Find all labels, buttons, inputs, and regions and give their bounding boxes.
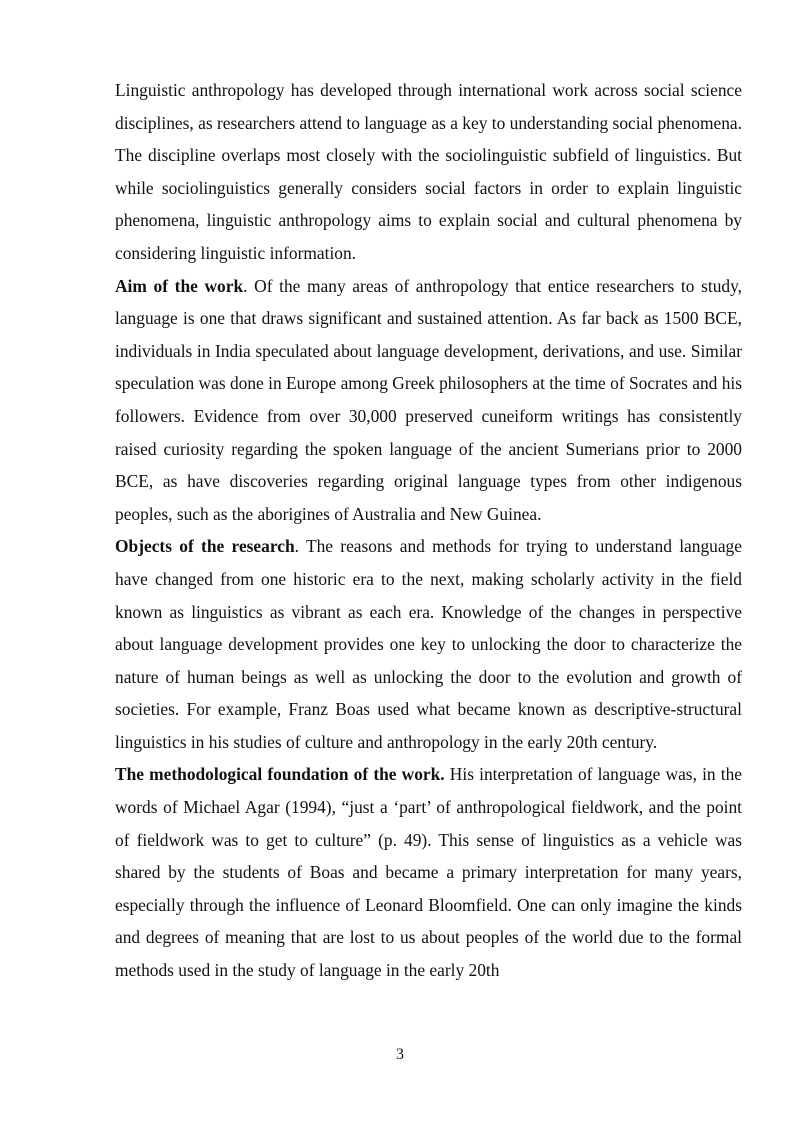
page-number: 3 <box>396 1046 404 1063</box>
paragraph-aim-text: . Of the many areas of anthropology that entice researchers to study, language is one that draws significant and sustained attention. As far back as 1500 BCE, individuals in India speculated about language development, derivations, and use. Similar speculation was done in Europe among Greek philosophers at the time of Socrates and his followers. Evidence from over 30,000 preserved cuneiform writings has consistently raised curiosity regarding the spoken language of the ancient Sumerians prior to 2000 BCE, as have discoveries regarding original language types from other indigenous peoples, such as the aborigines of Australia and New Guinea. <box>115 275 742 524</box>
heading-objects-of-the-research: Objects of the research <box>115 536 295 557</box>
paragraph-methodological-text: His interpretation of language was, in the words of Michael Agar (1994), “just a ‘part’ of anthropological fieldwork, and the point of fieldwork was to get to culture” (p. 49). This sense of linguistics as a vehicle was shared by the students of Boas and became a primary interpretation for many years, especially through the influence of Leonard Bloomfield. One can only imagine the kinds and degrees of meaning that are lost to us about peoples of the world due to the formal methods used in the study of language in the early 20th <box>115 764 742 981</box>
paragraph-objects-of-the-research <box>115 530 742 758</box>
paragraph-intro <box>115 74 742 270</box>
heading-methodological-foundation: The methodological foundation of the work. <box>115 764 445 785</box>
paragraph-aim-of-the-work <box>115 270 742 531</box>
body-text <box>115 74 742 987</box>
paragraph-methodological-foundation <box>115 758 742 986</box>
paragraph-intro-text: Linguistic anthropology has developed through international work across social science disciplines, as researchers attend to language as a key to understanding social phenomena. The discipline overlaps most closely with the sociolinguistic subfield of linguistics. But while sociolinguistics generally considers social factors in order to explain linguistic phenomena, linguistic anthropology aims to explain social and cultural phenomena by considering linguistic information. <box>115 80 742 263</box>
heading-aim-of-the-work: Aim of the work <box>115 275 244 296</box>
paragraph-objects-text: . The reasons and methods for trying to understand language have changed from one historic era to the next, making scholarly activity in the field known as linguistics as vibrant as each era. Knowledge of the changes in perspective about language development provides one key to unlocking the door to characterize the nature of human beings as well as unlocking the door to the evolution and growth of societies. For example, Franz Boas used what became known as descriptive-structural linguistics in his studies of culture and anthropology in the early 20th century. <box>115 536 742 752</box>
